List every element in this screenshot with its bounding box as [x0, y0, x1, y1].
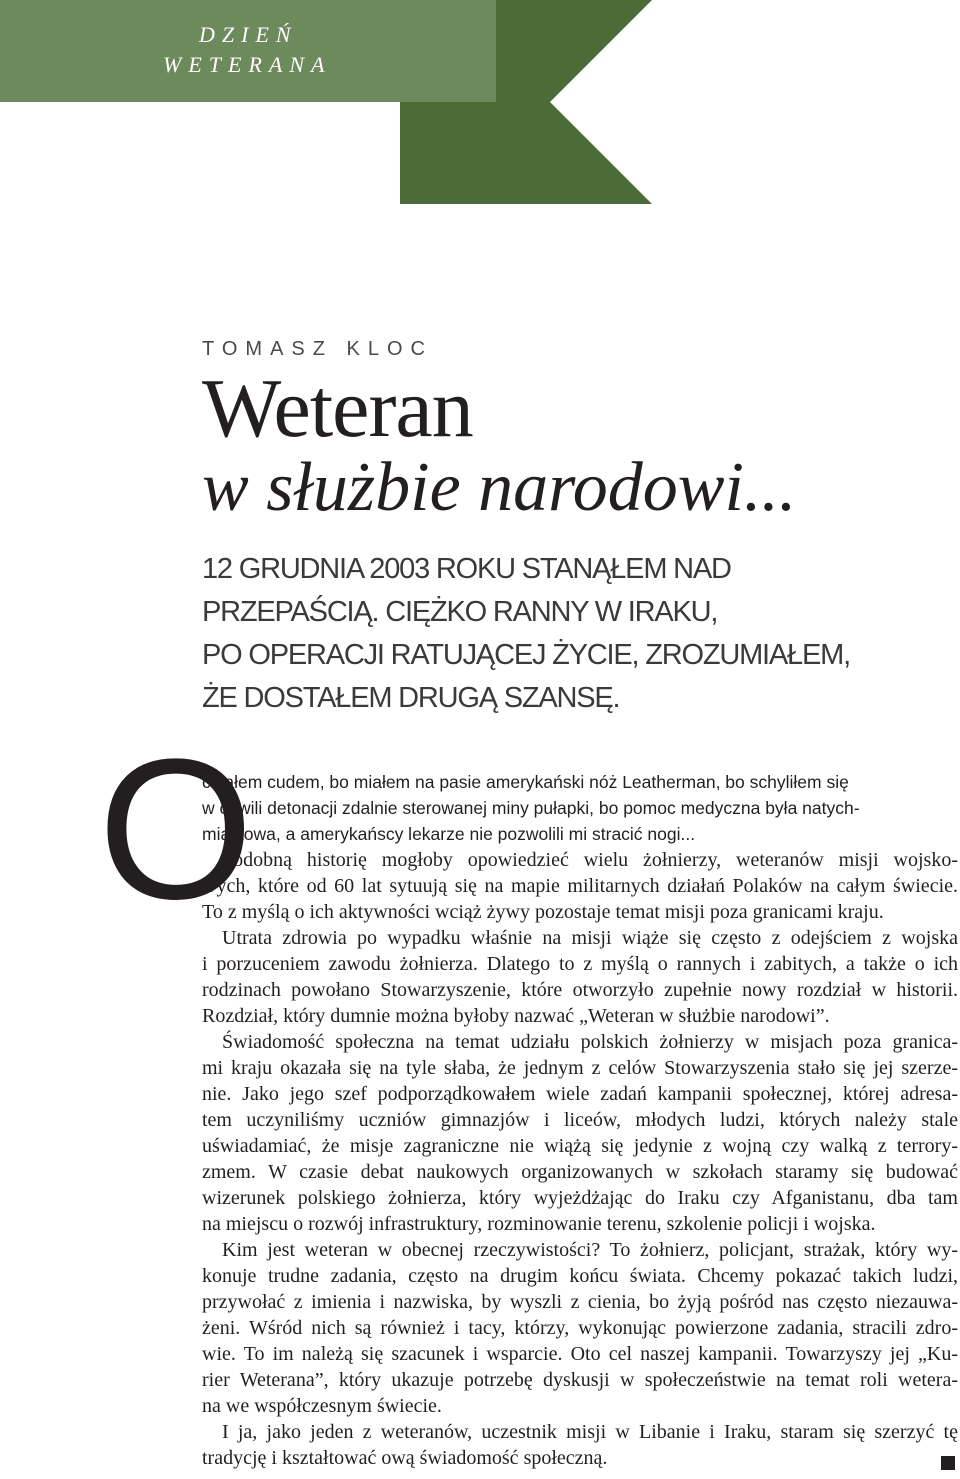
- author-name: TOMASZ KLOC: [202, 338, 433, 360]
- body-line: Utrata zdrowia po wypadku właśnie na misji wiąże się często z odejściem z wojska: [222, 927, 958, 949]
- body-line: To z myślą o ich aktywności wciąż żywy pozostaje temat misji poza granicami kraju.: [202, 901, 884, 923]
- body-line: mi kraju okazała się na tyle słaba, że jednym z celów Stowarzyszenia stało się jej szerze-: [202, 1057, 958, 1079]
- body-line: calałem cudem, bo miałem na pasie amerykański nóż Leatherman, bo schyliłem się: [202, 772, 849, 792]
- body-line: zmem. W czasie debat naukowych organizowanych w szkołach staramy się budować: [202, 1161, 958, 1183]
- body-line: miastowa, a amerykańscy lekarze nie pozwolili mi stracić nogi...: [202, 824, 696, 844]
- body-line: na miejscu o rozwój infrastruktury, rozminowanie terenu, szkolenie policji i wojska.: [202, 1213, 876, 1235]
- first-paragraph: [202, 769, 958, 847]
- drop-cap: O: [98, 718, 254, 941]
- body-line: Kim jest weteran w obecnej rzeczywistości? To żołnierz, policjant, strażak, który wy-: [222, 1239, 958, 1261]
- body-line: I ja, jako jeden z weteranów, uczestnik misji w Libanie i Iraku, staram się szerzyć tę: [222, 1421, 958, 1443]
- section-label-line-2: WETERANA: [163, 52, 332, 77]
- body-line: uświadamiać, że misje zagraniczne nie wiążą się jedynie z wojną czy walką z terrory-: [202, 1135, 958, 1157]
- body-line: wie. To im należą się szacunek i wsparcie. Oto cel naszej kampanii. Towarzyszy jej „Ku-: [202, 1343, 958, 1365]
- lead-line: 12 GRUDNIA 2003 ROKU STANĄŁEM NAD: [202, 553, 731, 585]
- body-line: w chwili detonacji zdalnie sterowanej miny pułapki, bo pomoc medyczna była natych-: [202, 798, 860, 818]
- body-line: wych, które od 60 lat sytuują się na mapie militarnych działań Polaków na całym świecie.: [202, 875, 958, 897]
- lead-line: ŻE DOSTAŁEM DRUGĄ SZANSĘ.: [202, 682, 620, 714]
- header-ribbon-graphic: [0, 0, 960, 210]
- section-label: [163, 20, 383, 80]
- body-line: rier Weterana”, który ukazuje potrzebę dyskusji w społeczeństwie na temat roli wetera-: [202, 1369, 958, 1391]
- article-body: [202, 847, 958, 1471]
- body-line: Podobną historię mogłoby opowiedzieć wielu żołnierzy, weteranów misji wojsko-: [222, 849, 958, 871]
- body-line: na we współczesnym świecie.: [202, 1395, 442, 1417]
- section-label-line-1: DZIEŃ: [199, 22, 298, 47]
- body-line: rodzinach powołano Stowarzyszenie, które otworzyło zupełnie nowy rozdział w historii.: [202, 979, 958, 1001]
- body-line: Rozdział, który dumnie można byłoby nazwać „Weteran w służbie narodowi”.: [202, 1005, 830, 1027]
- body-line: konuje trudne zadania, często na drugim końcu świata. Chcemy pokazać takich ludzi,: [202, 1265, 958, 1287]
- body-line: nie. Jako jego szef podporządkowałem wiele zadań kampanii społecznej, której adresa-: [202, 1083, 958, 1105]
- lead-line: PO OPERACJI RATUJĄCEJ ŻYCIE, ZROZUMIAŁEM,: [202, 639, 850, 671]
- lead-paragraph: [202, 548, 922, 720]
- body-line: przywołać z imienia i nazwiska, by wyszli z cienia, bo żyją pośród nas często niezauwa-: [202, 1291, 958, 1313]
- body-line: żeni. Wśród nich są również i tacy, którzy, wykonując powierzone zadania, stracili zdro-: [202, 1317, 958, 1339]
- body-line: wizerunek polskiego żołnierza, który wyjeżdżając do Iraku czy Afganistanu, dba tam: [202, 1187, 958, 1209]
- lead-line: PRZEPAŚCIĄ. CIĘŻKO RANNY W IRAKU,: [202, 596, 718, 628]
- article-title-line-2: w służbie narodowi...: [202, 449, 797, 526]
- body-line: tradycję i kształtować ową świadomość społeczną.: [202, 1447, 608, 1469]
- article-title-line-1: Weteran: [202, 362, 473, 455]
- body-line: Świadomość społeczna na temat udziału polskich żołnierzy w misjach poza granica-: [222, 1031, 958, 1053]
- body-line: i porzuceniem zawodu żołnierza. Dlatego to z myślą o rannych i zabitych, a także o ich: [202, 953, 958, 975]
- body-line: tem uczyniliśmy uczniów gimnazjów i liceów, młodych ludzi, których należy stale: [202, 1109, 958, 1131]
- end-of-article-square-icon: [941, 1456, 955, 1470]
